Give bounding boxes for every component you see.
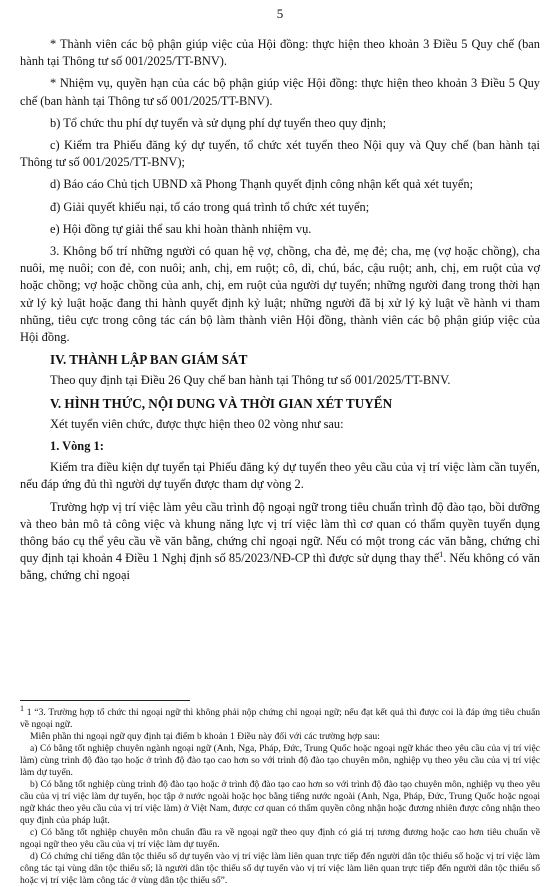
footnote-item-d: d) Có chứng chỉ tiếng dân tộc thiểu số dự tuyển vào vị trí việc làm liên quan trực tiếp đến người dân tộc thiểu số hoặc vị trí việc làm công tác tại vùng dân tộc thiểu số; là người dân tộc thiểu số dự tuyển vào vị trí việc làm liên quan trực tiếp đến người dân tộc thiểu số hoặc vị trí việc làm công tác ở vùng dân tộc thiểu số”. [20,851,540,886]
paragraph-foreign-language [20,499,540,585]
foreign-language-text-2: . Nếu không có văn bằng, chứng chỉ ngoại [20,551,540,583]
footnotes [20,703,540,887]
heading-section-iv: IV. THÀNH LẬP BAN GIÁM SÁT [50,352,248,368]
paragraph-item-d: d) Báo cáo Chủ tịch UBND xã Phong Thạnh quyết định công nhận kết quả xét tuyển; [50,177,474,192]
document-body [20,36,540,590]
paragraph-item-b: b) Tổ chức thu phí dự tuyển và sử dụng phí dự tuyển theo quy định; [50,115,387,130]
paragraph-duties-assist: * Nhiệm vụ, quyền hạn của các bộ phận giúp việc Hội đồng: thực hiện theo khoản 3 Điều 5 Quy chế (ban hành tại Thông tư số 001/2025/TT-BNV). [20,76,540,108]
footnote-item-a: a) Có bằng tốt nghiệp chuyên ngành ngoại ngữ (Anh, Nga, Pháp, Đức, Trung Quốc hoặc ngoại ngữ khác theo yêu cầu của vị trí việc làm) cùng trình độ đào tạo hoặc ở trình độ đào tạo cao hơn so với trình độ đào tạo chuyên môn, nghiệp vụ theo yêu cầu của vị trí việc làm dự tuyển. [20,743,540,778]
footnote-reference: 1 [439,550,444,560]
footnote-marker: 1 [20,703,24,713]
footnote-divider [20,700,190,701]
paragraph-item-c: c) Kiểm tra Phiếu đăng ký dự tuyển, tổ chức xét tuyển theo Nội quy và Quy chế (ban hành tại Thông tư số 001/2025/TT-BNV); [20,138,540,170]
paragraph-rounds-intro: Xét tuyển viên chức, được thực hiện theo 02 vòng như sau: [50,416,344,431]
paragraph-item-e: e) Hội đồng tự giải thể sau khi hoàn thành nhiệm vụ. [50,221,312,236]
foreign-language-text-1: Trường hợp vị trí việc làm yêu cầu trình độ ngoại ngữ trong tiêu chuẩn trình độ đào tạo, bồi dưỡng và theo bản mô tả công việc và khung năng lực vị trí việc làm thì cơ quan có thẩm quyền tuyển dụng thông báo cụ thể yêu cầu về văn bằng, chứng chỉ ngoại ngữ. Nếu có một trong các văn bằng, chứng chỉ quy định tại khoản 4 Điều 1 Nghị định số 85/2023/NĐ-CP thì được sử dụng thay thế [20,499,540,566]
paragraph-member-assist: * Thành viên các bộ phận giúp việc của Hội đồng: thực hiện theo khoản 3 Điều 5 Quy chế (ban hành tại Thông tư số 001/2025/TT-BNV). [20,37,540,69]
footnote-1-text: 1 “3. Trường hợp tổ chức thi ngoại ngữ thì không phải nộp chứng chỉ ngoại ngữ; nếu đạt kết quả thì được coi là đáp ứng tiêu chuẩn về ngoại ngữ. [20,707,540,730]
footnote-item-b: b) Có bằng tốt nghiệp cùng trình độ đào tạo hoặc ở trình độ đào tạo cao hơn so với trình độ đào tạo chuyên môn, nghiệp vụ theo yêu cầu của vị trí việc làm dự tuyển, học tập ở nước ngoài hoặc học bằng tiếng nước ngoài (Anh, Nga, Pháp, Đức, Trung Quốc hoặc ngoại ngữ khác theo yêu cầu của vị trí việc làm) ở Việt Nam, được cơ quan có thẩm quyền công nhận hoặc đương nhiên được công nhận theo quy định của pháp luật. [20,779,540,826]
paragraph-section-3: 3. Không bố trí những người có quan hệ vợ, chồng, cha đẻ, mẹ đẻ; cha, mẹ (vợ hoặc chồng), cha nuôi, mẹ nuôi; con đẻ, con nuôi; anh, chị, em ruột; cô, dì, chú, bác, cậu ruột; anh, chị, em ruột của vợ hoặc chồng; vợ hoặc chồng của anh, chị, em ruột của người dự tuyển; những người đang trong thời hạn xử lý kỷ luật hoặc đang thi hành quyết định kỷ luật; những người đã bị xử lý kỷ luật về hành vi tham nhũng, tiêu cực trong công tác cán bộ làm thành viên Hội đồng, thành viên các bộ phận giúp việc của Hội đồng. [20,244,540,345]
heading-round-1: 1. Vòng 1: [50,439,104,454]
footnote-1-lead [20,703,540,731]
paragraph-item-dd: đ) Giải quyết khiếu nại, tố cáo trong quá trình tổ chức xét tuyển; [50,199,370,214]
page-number: 5 [276,6,284,21]
footnote-item-c: c) Có bằng tốt nghiệp chuyên môn chuẩn đầu ra về ngoại ngữ theo quy định có giá trị tương đương hoặc cao hơn tiêu chuẩn về ngoại ngữ theo yêu cầu của vị trí việc làm dự tuyển. [20,826,540,850]
paragraph-round-1-check: Kiểm tra điều kiện dự tuyển tại Phiếu đăng ký dự tuyển theo yêu cầu của vị trí việc làm cần tuyển, nếu đáp ứng đủ thì người dự tuyển được tham dự vòng 2. [20,460,540,492]
paragraph-supervision: Theo quy định tại Điều 26 Quy chế ban hành tại Thông tư số 001/2025/TT-BNV. [50,373,451,388]
heading-section-v: V. HÌNH THỨC, NỘI DUNG VÀ THỜI GIAN XÉT TUYỂN [50,395,393,411]
footnote-exemptions: Miễn phần thi ngoại ngữ quy định tại điểm b khoản 1 Điều này đối với các trường hợp sau: [30,731,380,743]
